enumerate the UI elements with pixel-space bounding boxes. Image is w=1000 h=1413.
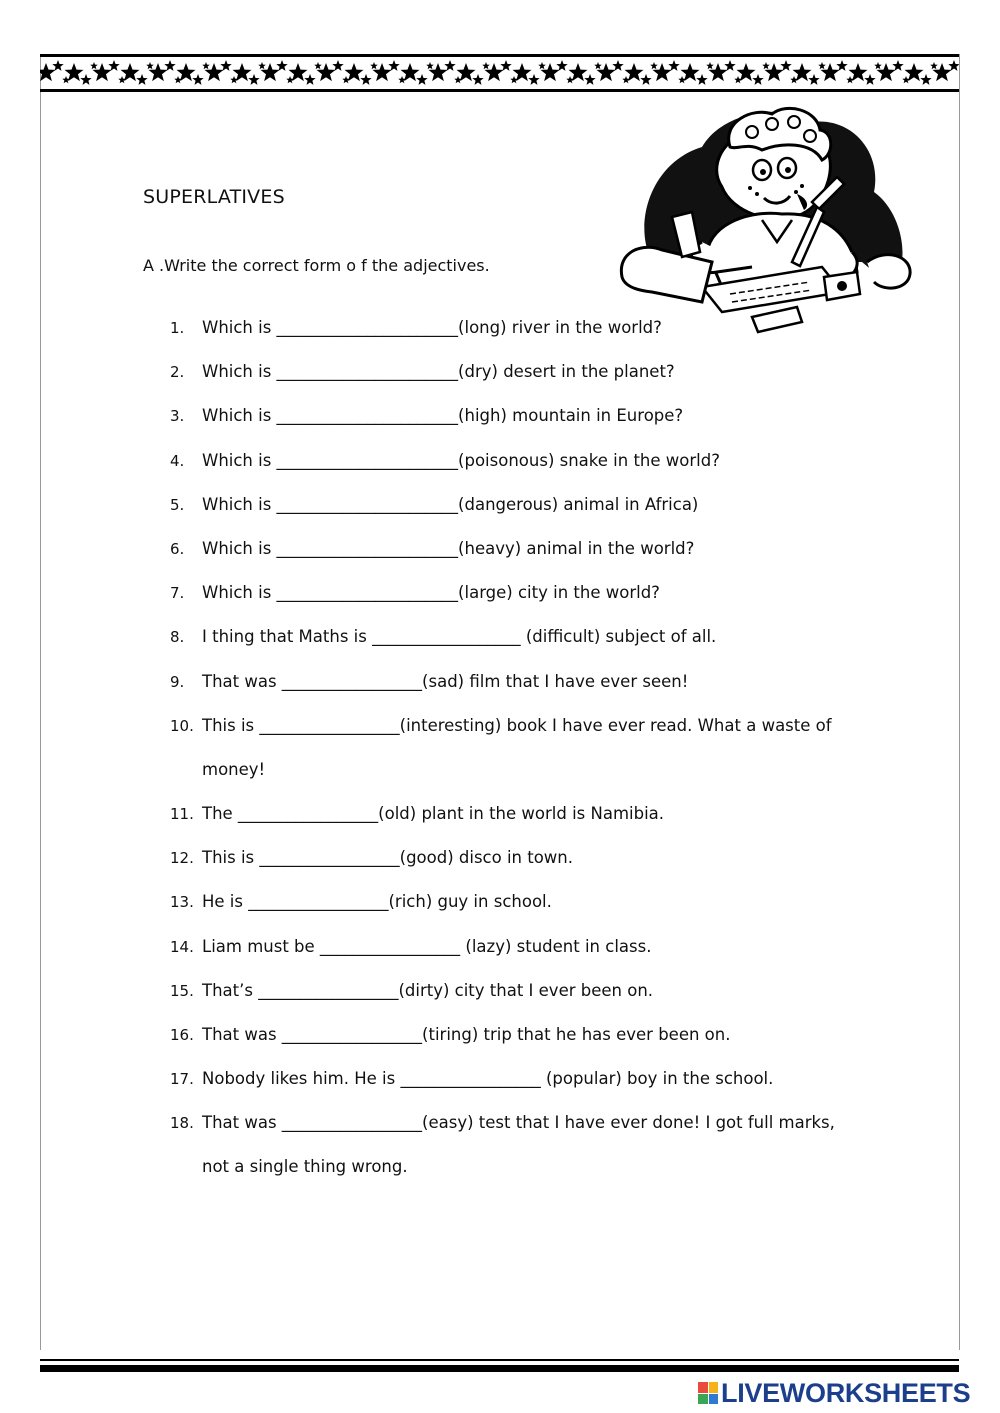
star-icon — [668, 60, 679, 71]
question-text: Which is ______________________(poisonous) snake in the world? — [202, 450, 720, 470]
star-icon — [500, 60, 511, 71]
star-icon — [146, 62, 154, 69]
question-item — [170, 1109, 870, 1197]
star-icon — [314, 62, 322, 69]
star-icon — [332, 60, 343, 71]
star-icon — [202, 62, 210, 69]
star-icon — [584, 74, 595, 85]
star-icon — [640, 74, 651, 85]
student-cartoon-icon — [612, 102, 922, 334]
question-number: 1. — [170, 319, 185, 337]
star-icon — [370, 62, 378, 69]
star-icon — [556, 60, 567, 71]
question-number: 17. — [170, 1070, 194, 1089]
question-number: 8. — [170, 628, 185, 647]
question-number: 4. — [170, 451, 185, 470]
question-number: 3. — [170, 407, 185, 426]
star-icon — [780, 60, 791, 71]
question-text: He is _________________(rich) guy in school. — [202, 892, 552, 912]
liveworksheets-logo[interactable] — [698, 1378, 970, 1408]
question-number: 14. — [170, 937, 194, 956]
question-text: The _________________(old) plant in the world is Namibia. — [202, 804, 665, 824]
question-text: Nobody likes him. He is _________________ (popular) boy in the school. — [202, 1069, 774, 1089]
question-text: That was _________________(easy) test that I have ever done! I got full marks, not a single thing wrong. — [202, 1113, 835, 1177]
star-icon — [864, 74, 875, 85]
star-icon — [164, 60, 175, 71]
question-number: 5. — [170, 495, 185, 514]
star-icon — [808, 74, 819, 85]
star-icon — [528, 74, 539, 85]
instructions: A .Write the correct form o f the adjectives. — [143, 256, 490, 275]
question-number: 15. — [170, 981, 194, 1000]
star-icon — [818, 62, 826, 69]
logo-text: LIVEWORKSHEETS — [721, 1377, 971, 1408]
star-icon — [258, 62, 266, 69]
star-icon — [304, 74, 315, 85]
star-icon — [752, 74, 763, 85]
question-number: 18. — [170, 1114, 194, 1133]
question-number: 16. — [170, 1026, 194, 1045]
star-icon — [192, 74, 203, 85]
question-text: That was _________________(tiring) trip that he has ever been on. — [202, 1025, 731, 1045]
question-number: 11. — [170, 805, 194, 824]
star-icon — [52, 60, 63, 71]
star-icon — [360, 74, 371, 85]
question-text: Which is ______________________(high) mountain in Europe? — [202, 406, 684, 426]
star-icon — [248, 74, 259, 85]
question-text: Which is ______________________(dangerous) animal in Africa) — [202, 494, 699, 514]
star-icon — [40, 63, 56, 81]
question-number: 7. — [170, 584, 185, 603]
question-text: This is _________________(good) disco in town. — [202, 848, 574, 868]
star-icon — [696, 74, 707, 85]
question-text: Which is ______________________(heavy) animal in the world? — [202, 538, 695, 558]
question-number: 12. — [170, 849, 194, 868]
question-text: Liam must be _________________ (lazy) student in class. — [202, 936, 652, 956]
star-icon — [706, 62, 714, 69]
question-number: 6. — [170, 539, 185, 558]
question-text: I thing that Maths is __________________ (difficult) subject of all. — [202, 627, 717, 647]
bottom-border — [40, 1359, 959, 1372]
star-border-top — [40, 54, 959, 92]
star-icon — [724, 60, 735, 71]
star-icon — [472, 74, 483, 85]
star-icon — [836, 60, 847, 71]
liveworksheets-badge-icon — [698, 1382, 718, 1404]
question-item — [170, 712, 870, 800]
star-icon — [444, 60, 455, 71]
question-list — [170, 314, 870, 1198]
star-icon — [136, 74, 147, 85]
star-icon — [538, 62, 546, 69]
star-icon — [220, 60, 231, 71]
question-text: That’s _________________(dirty) city that I ever been on. — [202, 980, 654, 1000]
question-text: This is _________________(interesting) book I have ever read. What a waste of money! — [202, 715, 832, 779]
question-number: 2. — [170, 363, 185, 382]
star-icon — [594, 62, 602, 69]
star-icon — [612, 60, 623, 71]
star-icon — [90, 62, 98, 69]
star-icon — [762, 62, 770, 69]
star-icon — [276, 60, 287, 71]
star-icon — [948, 60, 959, 71]
question-text: Which is ______________________(long) river in the world? — [202, 318, 662, 337]
star-icon — [930, 62, 938, 69]
question-text: Which is ______________________(large) city in the world? — [202, 583, 660, 603]
star-icon — [874, 62, 882, 69]
star-icon — [482, 62, 490, 69]
star-icon — [920, 74, 931, 85]
question-text: That was _________________(sad) film that I have ever seen! — [202, 671, 689, 691]
worksheet-title: SUPERLATIVES — [143, 186, 285, 208]
star-icon — [388, 60, 399, 71]
star-icon — [426, 62, 434, 69]
question-number: 13. — [170, 893, 194, 912]
star-icon — [80, 74, 91, 85]
star-icon — [108, 60, 119, 71]
star-icon — [416, 74, 427, 85]
star-icon — [650, 62, 658, 69]
question-number: 9. — [170, 672, 185, 691]
star-icon — [892, 60, 903, 71]
question-number: 10. — [170, 716, 194, 735]
question-text: Which is ______________________(dry) desert in the planet? — [202, 362, 675, 382]
